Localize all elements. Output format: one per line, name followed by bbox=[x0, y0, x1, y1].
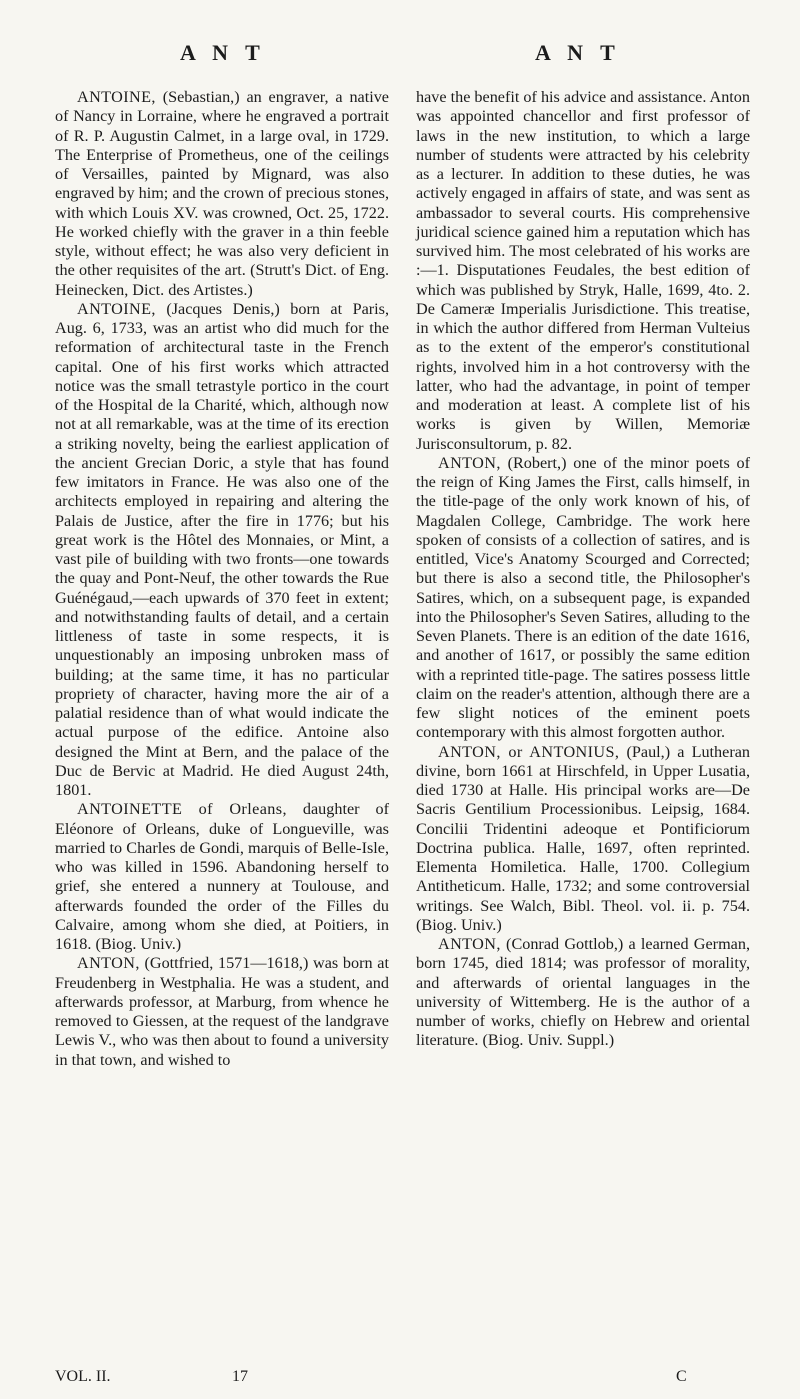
entry-text: have the benefit of his advice and assistance. Anton was appointed chancellor and first professor of laws in the new institution, to which a large number of students were attracted by his celebrity as a lecturer. In addition to these duties, he was actively engaged in affairs of state, and was sent as ambassador to several courts. His comprehensive juridical science gained him a reputation which has survived him. The most celebrated of his works are :—1. Disputationes Feudales, the best edition of which was published by Stryk, Halle, 1699, 4to. 2. De Cameræ Imperialis Jurisdictione. This treatise, in which the author differed from Herman Vulteius as to the extent of the emperor's constitutional rights, involved him in a hot controversy with the latter, who had the advantage, in point of temper and moderation at least. A complete list of his works is given by Willen, Memoriæ Jurisconsultorum, p. 82. bbox=[416, 88, 750, 453]
entry-headword: ANTON, bbox=[438, 935, 501, 953]
entry bbox=[55, 954, 389, 1070]
running-head-right: A N T bbox=[535, 40, 621, 65]
volume-label: VOL. II. bbox=[55, 1368, 111, 1385]
entry-text: daughter of Eléonore of Orleans, duke of Longueville, was married to Charles de Gondi, marquis of Belle-Isle, who was killed in 1596. Abandoning herself to grief, she entered a nunnery at Toulouse, and afterwards founded the order of the Filles du Calvaire, among whom she died, at Poitiers, in 1618. (Biog. Univ.) bbox=[55, 800, 389, 953]
entry bbox=[416, 743, 750, 936]
entry bbox=[55, 800, 389, 954]
entry-text: (Robert,) one of the minor poets of the reign of King James the First, calls himself, in the title-page of the only work known of his, of Magdalen College, Cambridge. The work here spoken of consists of a collection of satires, and is entitled, Vice's Anatomy Scourged and Corrected; but there is also a second title, the Philosopher's Satires, which, on a subsequent page, is expanded into the Philosopher's Seven Satires, alluding to the Seven Planets. There is an edition of the date 1616, and another of 1617, or possibly the same edition with a reprinted title-page. The satires possess little claim on the reader's attention, although there are a few slight notices of the eminent poets contemporary with this almost forgotten author. bbox=[416, 453, 750, 742]
running-head-left: A N T bbox=[180, 40, 266, 65]
left-column bbox=[55, 88, 389, 1070]
entry-continuation bbox=[416, 88, 750, 454]
entry-headword: ANTON, bbox=[77, 954, 140, 973]
entry-headword: ANTON, or ANTONIUS, bbox=[438, 742, 620, 761]
entry-headword: ANTOINE, bbox=[77, 299, 156, 318]
page-number: 17 bbox=[232, 1368, 248, 1385]
entry bbox=[55, 88, 389, 300]
entry bbox=[55, 300, 389, 801]
signature-mark: C bbox=[676, 1368, 687, 1385]
entry-headword: ANTOINETTE of Orleans, bbox=[77, 800, 287, 819]
entry bbox=[416, 935, 750, 1051]
entry-headword: ANTOINE, bbox=[77, 88, 156, 106]
entry-text: (Sebastian,) an engraver, a native of Nancy in Lorraine, where he engraved a portrait of R. P. Augustin Calmet, in a large oval, in 1729. The Enterprise of Prometheus, one of the ceilings of Versailles, painted by Mignard, was also engraved by him; and the crown of precious stones, with which Louis XV. was crowned, Oct. 25, 1722. He worked chiefly with the graver in a thin feeble style, without effect; he was also very deficient in the other requisites of the art. (Strutt's Dict. of Eng. Heinecken, Dict. des Artistes.) bbox=[55, 88, 390, 299]
entry-text: (Paul,) a Lutheran divine, born 1661 at Hirschfeld, in Upper Lusatia, died 1730 at Halle. His principal works are—De Sacris Gentilium Processionibus. Leipsig, 1684. Concilii Tridentini adeoque et Pontificiorum Doctrina publica. Halle, 1697, often reprinted. Elementa Homiletica. Halle, 1700. Collegium Antitheticum. Halle, 1732; and some controversial writings. See Walch, Bibl. Theol. vol. ii. p. 754. (Biog. Univ.) bbox=[416, 742, 750, 934]
entry bbox=[416, 454, 750, 743]
entry-headword: ANTON, bbox=[438, 453, 501, 472]
entry-text: (Conrad Gottlob,) a learned German, born 1745, died 1814; was professor of morality, and afterwards of oriental languages in the university of Wittemberg. He is the author of a number of works, chiefly on Hebrew and oriental literature. (Biog. Univ. Suppl.) bbox=[416, 935, 750, 1050]
entry-text: (Jacques Denis,) born at Paris, Aug. 6, 1733, was an artist who did much for the reformation of architectural taste in the French capital. One of his first works which attracted notice was the small tetrastyle portico in the court of the Hospital de la Charité, which, although now not at all remarkable, was at the time of its erection a striking novelty, being the earliest application of the ancient Grecian Doric, a style that has found few imitators in France. He was also one of the architects employed in repairing and altering the Palais de Justice, after the fire in 1776; but his great work is the Hôtel des Monnaies, or Mint, a vast pile of building with two fronts—one towards the quay and Pont-Neuf, the other towards the Rue Guénégaud,—each upwards of 370 feet in extent; and notwithstanding faults of detail, and a certain littleness of taste in some respects, it is unquestionably an imposing unbroken mass of building; at the same time, it has no particular propriety of character, having more the air of a palatial residence than of what would indicate the actual purpose of the edifice. Antoine also designed the Mint at Bern, and the palace of the Duc de Bervic at Madrid. He died August 24th, 1801. bbox=[55, 299, 389, 799]
right-column bbox=[416, 88, 750, 1051]
entry-text: (Gottfried, 1571—1618,) was born at Freudenberg in Westphalia. He was a student, and afterwards professor, at Marburg, from whence he removed to Giessen, at the request of the landgrave Lewis V., who was then about to found a university in that town, and wished to bbox=[55, 954, 389, 1069]
